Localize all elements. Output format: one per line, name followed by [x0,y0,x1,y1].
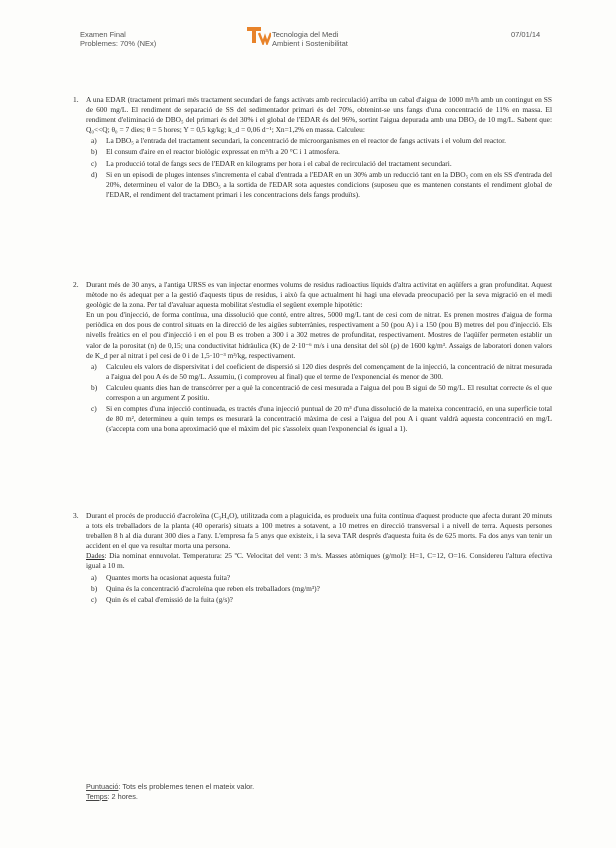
problem-3 [73,511,552,605]
question-item: b) Calculeu quants dies han de transcórrer per a què la concentració de cesi mesurada a l'aigua del pou B sigui de 50 mg/L. El resultat correcte és el que correspon a un argument Z positiu. [91,382,552,403]
problem-statement-continued: En un pou d'injecció, de forma contínua, una dissolució que conté, entre altres, 5000 mg/L tant de cesi com de nitrat. Es prenen mostres d'aigua de forma periòdica en dos pous de control situats en la direcció de les aigües subterrànies, respectivament a 50 (pou A) i a 150 (pou B) metres del pou d'injecció. Els nivells freàtics en el pou d'injecció i en el pou B es troben a 300 i a 302 metres de profunditat, respectivament. Mostres de l'aqüífer permeten establir un valor de la porositat (n) de 0,15; una conductivitat hidràulica (K) de 2·10⁻⁶ m/s i una densitat del sòl (ρ) de 1600 kg/m³. Assaigs de laboratori donen valors de K_d per al nitrat i pel cesi de 0 i de 1,5·10⁻³ m³/kg, respectivament. [86,310,552,360]
problem-number: 1. [73,95,79,104]
question-item: d) Si en un episodi de pluges intenses s'incrementa el cabal d'entrada a l'EDAR en un 30% amb un reducció tant en la DBO₅ com en els SS d'entrada del 20%, determineu el valor de la DBO₅ a la sortida de l'EDAR sota aquestes condicions (suposeu que es mantenen constants el rendiment global de l'EDAR, el rendiment del tractament primari i les concentracions dels fangs produïts). [91,169,552,199]
exam-footer [86,782,254,801]
problem-statement: Durant més de 30 anys, a l'antiga URSS es van injectar enormes volums de residus radioactius líquids d'altra activitat en aqüífers a gran profunditat. Aquest mètode no és adequat per a la gestió d'aquests tipus de residus, i això fa que actualment hi hagi una elevada preocupació per la seva migració en el medi geològic de la zona. Per tal d'avaluar aquesta mobilitat s'estudia el següent exemple hipotètic: [86,280,552,310]
time-note: Temps: 2 hores. [86,791,138,801]
question-item: b) El consum d'aire en el reactor biològic expressat en m³/h a 20 °C i 1 atmosfera. [91,147,340,157]
question-list [86,362,552,435]
university-logo-icon [247,27,271,45]
question-item: a) Quantes morts ha ocasionat aquesta fuita? [91,572,231,582]
question-list [86,136,552,200]
question-item: c) La producció total de fangs secs de l'EDAR en kilograms per hora i el cabal de recirculació del tractament secundari. [91,158,452,168]
question-item: a) Calculeu els valors de dispersivitat i del coeficient de dispersió si 120 dies després del començament de la injecció, la concentració de nitrat mesurada a l'aigua del pou A és de 50 mg/L. Assumiu, (i comproveu al final) que el terme de l'exponencial és menor de 300. [91,361,552,381]
exam-date: 07/01/14 [511,30,541,39]
question-item: c) Quin és el cabal d'emissió de la fuita (g/s)? [91,594,233,604]
exam-title: Examen Final [80,30,126,39]
course-line-2: Ambient i Sostenibilitat [272,39,348,48]
problem-statement: A una EDAR (tractament primari més tractament secundari de fangs activats amb recirculació) arriba un cabal d'aigua de 1000 m³/h amb un contingut en SS de 600 mg/L. El rendiment de separació de SS del sedimentador primari és del 70%, obtenint-se uns fangs d'una concentració de 11% en massa. El rendiment d'eliminació de DBO₅ del primari és del 30% i el global de l'EDAR és del 96%, sortint l'aigua depurada amb una DBO₅ de 10 mg/L. Sabent que: Q₀<<Q; θ₀ = 7 dies; θ = 5 hores; Y = 0,5 kg/kg; k_d = 0,06 d⁻¹; Xn=1,2% en massa. Calculeu: [86,95,552,135]
score-note: Puntuació: Tots els problemes tenen el mateix valor. [86,782,255,791]
question-list [86,573,552,605]
problem-2 [73,280,552,434]
problem-statement: Durant el procés de producció d'acroleïna (C₃H₄O), utilitzada com a plaguicida, es produeix una fuita contínua d'aquest producte que afecta durant 20 minuts a tots els treballadors de la planta (40 operaris) situats a 100 metres a sotavent, a 10 metres en direcció transversal i a nivell de terra. Aquests persones treballen 8 h al dia durant 300 dies a l'any. L'empresa fa 5 anys que existeix, i la seva TAR després d'aquesta fuita és de 625 morts. Fa dos anys van tenir un accident en el que va resultar morta una persona. [86,511,552,551]
problem-1 [73,95,552,200]
header-course [272,30,348,48]
problem-data [86,551,552,571]
question-item: b) Quina és la concentració d'acroleïna que reben els treballadors (mg/m³)? [91,583,320,593]
problem-number: 3. [73,511,79,520]
course-line-1: Tecnologia del Medi [272,30,339,39]
header-left [80,30,156,48]
data-label: Dades [86,551,105,561]
question-item: a) La DBO₅ a l'entrada del tractament secundari, la concentració de microorganismes en el reactor de fangs activats i el volum del reactor. [91,136,507,146]
question-item: c) Si en comptes d'una injecció continuada, es tractés d'una injecció puntual de 20 m³ d'una dissolució de la mateixa concentració, en una superfície total de 80 m², determineu a quin temps es mesurarà la concentració màxima de cesi a l'aigua del pou A i quant valdrà aquesta concentració en mg/L (s'accepta com una bona aproximació que el màxim del pic s'assoleix quan l'exponencial és igual a 1). [91,404,552,434]
data-text: : Dia nominat ennuvolat. Temperatura: 25 ºC. Velocitat del vent: 3 m/s. Masses atòmiques (g/mol): H=1, C=12, O=16. Considereu l'altura efectiva igual a 10 m. [86,551,552,571]
problem-number: 2. [73,280,79,289]
exam-weight: Problemes: 70% (NEx) [80,39,157,48]
